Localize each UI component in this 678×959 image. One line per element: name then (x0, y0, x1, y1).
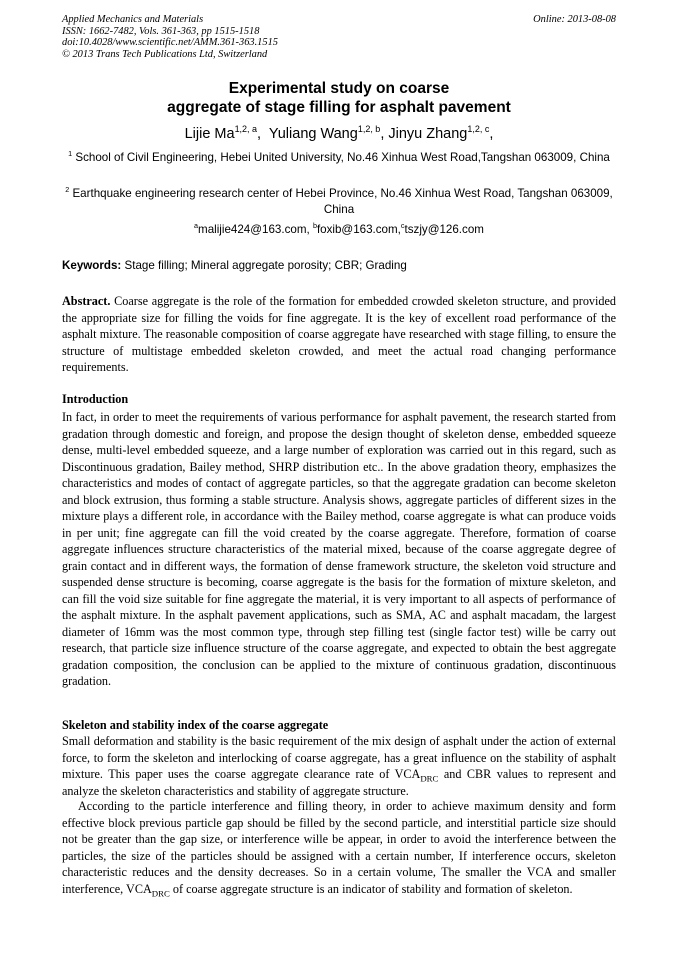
email-mark: a (194, 221, 199, 231)
paragraph-text: of coarse aggregate structure is an indicator of stability and formation of skeleton. (169, 881, 573, 896)
affiliation-text: Earthquake engineering research center of Hebei Province, No.46 Xinhua West Road, Tangshan 063009, China (72, 187, 613, 216)
journal-header (62, 14, 616, 60)
paper-title (40, 80, 638, 117)
author-name: Jinyu Zhang (388, 126, 468, 142)
journal-name: Applied Mechanics and Materials (62, 14, 204, 25)
subscript-text: DRC (151, 887, 170, 898)
paragraph-text: According to the particle interference and filling theory, in order to achieve maximum density and form effective block previous particle gap should be filled by the second particle, and interstitial particle size should not be greater than the gap size, or interference wille be appear, in order to avoid the interference between the particles, the size of the particles should be assigned with a certain number, If interference occurs, skeleton characteristic reduces and the density decreases. So in a certain volume, The smaller the VCA and smaller interference, VCA (62, 799, 616, 896)
keywords (62, 258, 616, 274)
author-separator: , (489, 126, 494, 142)
subscript-text: DRC (420, 773, 439, 784)
paragraph-text: and CBR values to represent and analyze the skeleton characteristics and stability of aggregate structure. (62, 767, 616, 798)
author-emails (40, 222, 638, 238)
paragraph-text: Small deformation and stability is the basic requirement of the mix design of asphalt under the action of external force, to form the skeleton and interlocking of coarse aggregate, has a great influence on the stability of asphalt mixture. This paper uses the coarse aggregate clearance rate of VCA (62, 734, 616, 781)
abstract-label: Abstract. (62, 294, 111, 308)
keywords-text: Stage filling; Mineral aggregate porosity; CBR; Grading (124, 259, 407, 272)
introduction-paragraph: In fact, in order to meet the requirements of various performance for asphalt pavement, the research started from gradation through domestic and foreign, and propose the design thought of skeleton dense, embedded squeeze dense, multi-level embedded squeeze, and a large number of exploration was carried out in this regard, such as Discontinuous gradation, Bailey method, SHRP distribution etc.. In the above gradation theory, emphasizes the characteristics and modes of contact of aggregate particles, so that the aggregate gradation can become skeleton and block extrusion, thus forming a stable structure. Analysis shows, aggregate particles of different sizes in the mixture plays a different role, in accordance with the Bailey method, coarse aggregate is what can produce voids in per unit; fine aggregate can fill the void created by the coarse aggregate. Therefore, formation of coarse aggregate influences structure characteristics of the material mixed, because of the coarse aggregate degree of grain contact and in different ways, the formation of dense framework structure, the skeleton void structure and suspended dense structure is becoming, coarse aggregate is the basis for the formation of mixture skeleton, and can fill the void size suitable for fine aggregate the material, it is very important to all aspects of performance of the asphalt mixture. In the asphalt pavement applications, such as SMA, AC and asphalt macadam, the largest diameter of 16mm was the most common type, through step filling test (single factor test) wille be carry out research, that particle size influence structure of the coarse aggregate, and expected to obtain the best aggregate gradation composition, the conclusion can be applied to the mixture of continuous gradation, discontinuous gradation. (62, 410, 616, 688)
email-mark: c (400, 221, 405, 231)
skeleton-paragraph-2 (62, 798, 616, 897)
author-affiliation-mark: 1,2, b (357, 124, 381, 135)
issn-line: ISSN: 1662-7482, Vols. 361-363, pp 1515-1518 (62, 25, 260, 37)
email-address[interactable]: foxib@163.com (316, 223, 398, 236)
email-mark: b (312, 221, 317, 231)
title-line-2: aggregate of stage filling for asphalt pavement (167, 98, 511, 116)
section-heading-skeleton: Skeleton and stability index of the coarse aggregate (62, 718, 329, 732)
email-separator: , (306, 223, 313, 236)
author-affiliation-mark: 1,2, c (467, 124, 490, 135)
affiliation-1 (62, 150, 616, 166)
doi-line: doi:10.4028/www.scientific.net/AMM.361-363.1515 (62, 37, 278, 49)
abstract-text: Coarse aggregate is the role of the formation for embedded crowded skeleton structure, and provided the appropriate size for filling the voids for fine aggregate. It is the key of excellent road performance of the asphalt mixture. The reasonable composition of coarse aggregate have researched with stage filling, to ensure the structure of multistage embedded skeleton crowded, and meet the actual road changing performance requirements. (62, 294, 617, 374)
keywords-label: Keywords: (62, 259, 122, 272)
author-name: Yuliang Wang (268, 126, 358, 142)
author-separator: , (257, 126, 269, 142)
section-heading-introduction: Introduction (62, 392, 129, 406)
email-separator: , (397, 223, 401, 236)
email-address[interactable]: tszjy@126.com (404, 223, 484, 236)
affiliation-text: School of Civil Engineering, Hebei United University, No.46 Xinhua West Road,Tangshan 063009, China (75, 151, 610, 164)
affiliation-2 (62, 186, 616, 218)
skeleton-paragraph-1 (62, 733, 616, 799)
affiliation-number: 1 (68, 149, 73, 159)
title-line-1: Experimental study on coarse (228, 80, 450, 97)
affiliation-number: 2 (65, 185, 70, 195)
author-separator: , (380, 126, 389, 142)
author-name: Lijie Ma (184, 126, 235, 142)
copyright-line: © 2013 Trans Tech Publications Ltd, Switzerland (62, 48, 268, 60)
online-date: Online: 2013-08-08 (533, 14, 616, 25)
email-address[interactable]: malijie424@163.com (198, 223, 307, 236)
author-affiliation-mark: 1,2, a (234, 124, 258, 135)
abstract (62, 293, 616, 376)
author-list (40, 126, 638, 143)
